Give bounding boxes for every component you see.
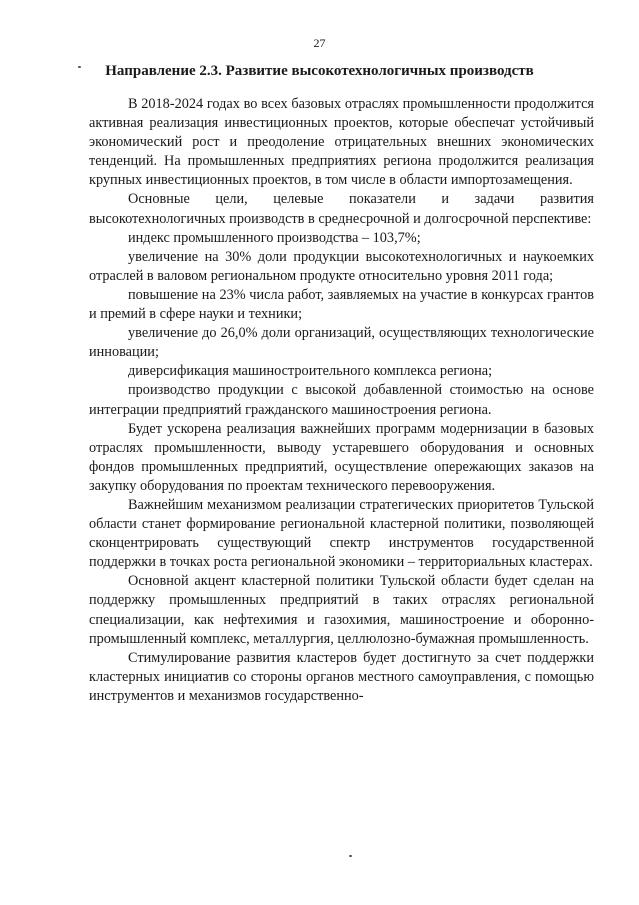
list-item: повышение на 23% числа работ, заявляемых на участие в конкурсах грантов и премий в сфере науки и техники; [89, 286, 594, 323]
list-item: производство продукции с высокой добавленной стоимостью на основе интеграции предприятий гражданского машиностроения региона. [89, 382, 594, 418]
paragraph-cluster-focus: Основной акцент кластерной политики Тульской области будет сделан на поддержку промышленных предприятий в таких отраслях региональной специализации, как нефтехимия и газохимия, машиностроение и оборонно-промышленный комплекс, металлургия, целлюлозно-бумажная промышленность. [89, 573, 594, 647]
list-item: увеличение до 26,0% доли организаций, осуществляющих технологические инновации; [89, 325, 594, 361]
list-item: диверсификация машиностроительного комплекса региона; [128, 363, 493, 380]
scan-speck [78, 66, 81, 68]
paragraph-intro: В 2018-2024 годах во всех базовых отраслях промышленности продолжится активная реализация инвестиционных проектов, которые обеспечат устойчивый экономический рост и преодоление отрицательных внешних экономических тенденций. На промышленных предприятиях региона продолжится реализация крупных инвестиционных проектов, в том числе в области импортозамещения. [89, 96, 594, 189]
scan-speck [349, 855, 352, 857]
paragraph-cluster-policy: Важнейшим механизмом реализации стратегических приоритетов Тульской области станет формирование региональной кластерной политики, позволяющей сконцентрировать существующий спектр инструментов государственной поддержки в точках роста региональной экономики – территориальных кластерах. [89, 496, 594, 571]
paragraph-modernization: Будет ускорена реализация важнейших программ модернизации в базовых отраслях промышленности, выводу устаревшего оборудования и основных фондов промышленных предприятий, осуществление опережающих заказов на закупку оборудования по проектам технического перевооружения. [89, 420, 594, 494]
paragraph-goals-intro: Основные цели, целевые показатели и задачи развития высокотехнологичных производств в среднесрочной и долгосрочной перспективе: [89, 191, 594, 227]
paragraph-cluster-stimulus: Стимулирование развития кластеров будет достигнуто за счет поддержки кластерных инициатив со стороны органов местного самоуправления, с помощью инструментов и механизмов государственно- [89, 649, 594, 704]
section-heading: Направление 2.3. Развитие высокотехнологичных производств [105, 63, 534, 79]
list-item: индекс промышленного производства – 103,7%; [128, 229, 421, 246]
page-number: 27 [313, 36, 326, 50]
body-text [89, 95, 594, 706]
list-item: увеличение на 30% доли продукции высокотехнологичных и наукоемких отраслей в валовом региональном продукте относительно уровня 2011 года; [89, 248, 594, 284]
